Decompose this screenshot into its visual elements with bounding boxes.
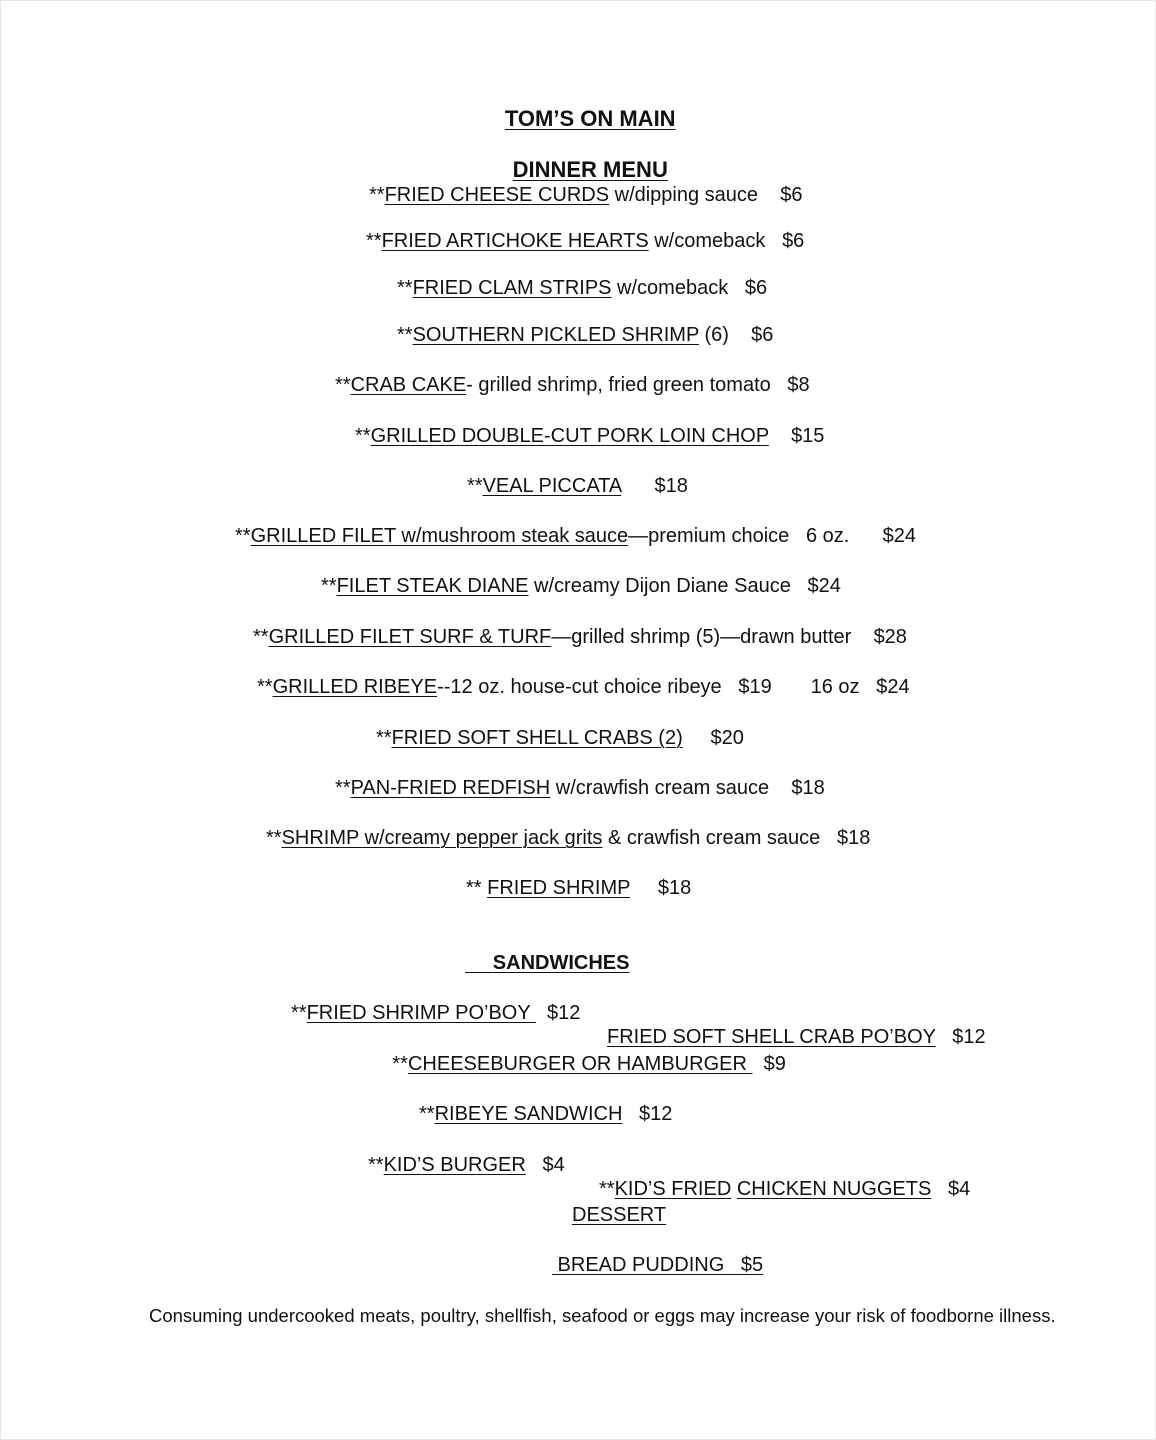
item-prefix: **: [376, 727, 392, 749]
item-description: w/comeback: [611, 277, 745, 299]
item-prefix: **: [257, 676, 273, 698]
item-prefix: **: [335, 777, 351, 799]
item-prefix: **: [253, 626, 269, 648]
item-price: $18: [791, 777, 825, 799]
item-description: - grilled shrimp, fried green tomato: [466, 374, 788, 396]
dessert-heading: DESSERT: [572, 1204, 667, 1226]
item-description: [683, 727, 711, 749]
item-price: $24: [807, 575, 841, 597]
item-description: [769, 425, 791, 447]
item-price: $6: [744, 277, 768, 299]
item-price: $6: [751, 324, 774, 346]
item-prefix: **: [321, 575, 337, 597]
item-name: FRIED CLAM STRIPS: [412, 277, 612, 299]
item-price: $28: [873, 626, 907, 648]
item-description: [621, 475, 654, 497]
item-name: GRILLED FILET SURF & TURF: [268, 626, 552, 648]
item-name: FRIED SHRIMP: [487, 877, 631, 899]
item-description: —grilled shrimp (5)—drawn butter: [551, 626, 874, 648]
item-description: w/comeback: [648, 230, 783, 252]
item-description: —premium choice 6 oz.: [628, 525, 883, 547]
sandwiches-heading-text: SANDWICHES: [492, 952, 630, 974]
item-name: FRIED CHEESE CURDS: [384, 184, 610, 206]
item-prefix: **: [369, 184, 385, 206]
menu-title-text: DINNER MENU: [512, 157, 668, 182]
menu-item-burger: **CHEESEBURGER OR HAMBURGER $9: [392, 1053, 786, 1075]
menu-item-kids-nuggets: **KID’S FRIED CHICKEN NUGGETS $4: [599, 1178, 971, 1200]
item-name: VEAL PICCATA: [482, 475, 622, 497]
item-name: CRAB CAKE: [350, 374, 467, 396]
foodborne-disclaimer: Consuming undercooked meats, poultry, shellfish, seafood or eggs may increase your risk of foodborne illness.: [148, 1305, 1056, 1326]
item-description: & crawfish cream sauce: [602, 827, 837, 849]
item-price: $18: [654, 475, 688, 497]
item-name: GRILLED FILET w/mushroom steak sauce: [250, 525, 629, 547]
item-price: $8: [787, 374, 810, 396]
item-price: $24: [876, 676, 910, 698]
item-name: FRIED ARTICHOKE HEARTS: [381, 230, 649, 252]
item-prefix: **: [466, 877, 488, 899]
item-name: SHRIMP w/creamy pepper jack grits: [281, 827, 603, 849]
item-prefix: **: [266, 827, 282, 849]
item-name: FRIED SOFT SHELL CRABS (2): [391, 727, 683, 749]
item-description: (6): [698, 324, 752, 346]
item-description: w/dipping sauce: [609, 184, 781, 206]
item-prefix: **: [235, 525, 251, 547]
item-prefix: **: [467, 475, 483, 497]
item-price: $18: [657, 877, 692, 899]
item-prefix: **: [335, 374, 351, 396]
item-price: $18: [836, 827, 871, 849]
item-prefix: **: [397, 277, 413, 299]
item-name: GRILLED RIBEYE: [272, 676, 438, 698]
item-price: $6: [782, 230, 805, 252]
item-prefix: **: [397, 324, 413, 346]
item-prefix: **: [366, 230, 382, 252]
item-description: w/crawfish cream sauce: [550, 777, 792, 799]
item-price: $20: [710, 727, 744, 749]
item-price: $6: [780, 184, 803, 206]
item-price: $15: [791, 425, 825, 447]
item-name: FILET STEAK DIANE: [336, 575, 529, 597]
item-name: GRILLED DOUBLE-CUT PORK LOIN CHOP: [370, 425, 769, 447]
menu-item-bread-pudding: BREAD PUDDING $5: [552, 1254, 764, 1276]
menu-item-kids-burger: **KID’S BURGER $4: [368, 1154, 565, 1176]
menu-item-po-boy-crab: FRIED SOFT SHELL CRAB PO’BOY $12: [607, 1026, 986, 1048]
menu-item-ribeye-sandwich: **RIBEYE SANDWICH $12: [419, 1103, 673, 1125]
restaurant-name: TOM’S ON MAIN: [504, 106, 676, 131]
item-description: [630, 877, 658, 899]
item-name: PAN-FRIED REDFISH: [350, 777, 551, 799]
item-price: $24: [882, 525, 917, 547]
item-prefix: **: [355, 425, 371, 447]
item-description: --12 oz. house-cut choice ribeye $19 16 oz: [437, 676, 877, 698]
item-name: SOUTHERN PICKLED SHRIMP: [412, 324, 699, 346]
item-description: w/creamy Dijon Diane Sauce: [528, 575, 808, 597]
menu-item-po-boy-shrimp: **FRIED SHRIMP PO’BOY $12: [291, 1002, 581, 1024]
